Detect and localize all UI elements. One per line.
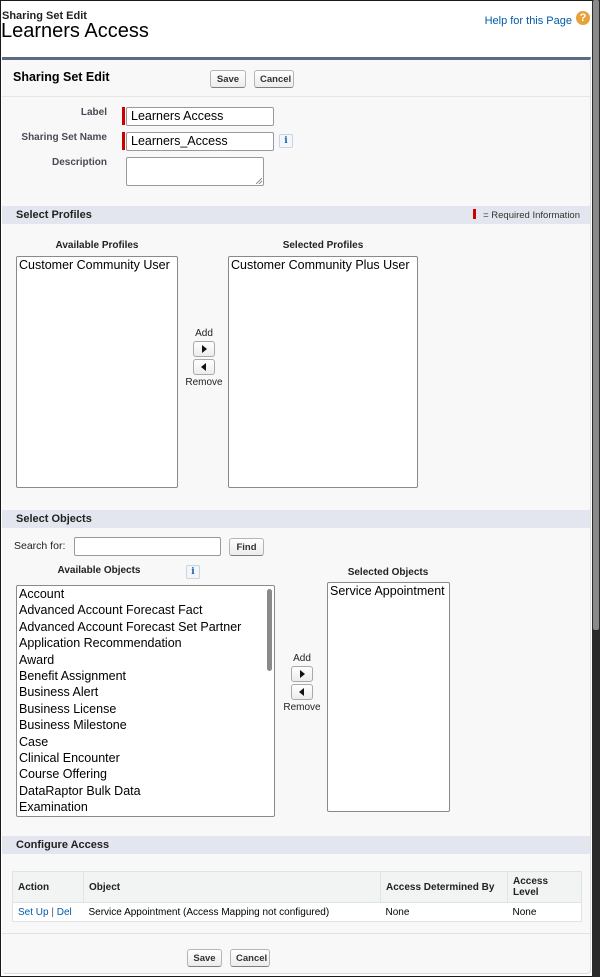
list-item[interactable]: Course Offering (19, 767, 108, 782)
list-item[interactable]: Case (19, 734, 49, 749)
available-objects-list[interactable] (16, 585, 275, 817)
selected-objects-header: Selected Objects (347, 567, 429, 578)
section-select-objects (2, 510, 590, 528)
arrow-left-icon (299, 688, 304, 696)
column-header-access-determined-by: Access Determined By (381, 872, 508, 903)
action-cell (13, 903, 84, 922)
section-title: Select Profiles (16, 209, 92, 221)
panel-header (2, 60, 590, 97)
question-circle-icon[interactable]: ? (576, 11, 590, 25)
cancel-button-top[interactable]: Cancel (254, 70, 294, 88)
list-item[interactable]: DataRaptor Bulk Data (19, 783, 141, 798)
add-label: Add (293, 653, 311, 664)
description-textarea[interactable] (126, 157, 264, 186)
available-profiles-header: Available Profiles (55, 240, 139, 251)
add-label: Add (195, 328, 213, 339)
object-search-input[interactable] (74, 537, 221, 556)
list-item[interactable]: Award (19, 652, 55, 667)
remove-label: Remove (283, 702, 321, 713)
resize-grip-icon[interactable] (256, 178, 262, 184)
section-title: Configure Access (16, 839, 110, 851)
page-scrollbar[interactable] (593, 0, 599, 630)
breadcrumb: Sharing Set Edit (2, 10, 87, 22)
required-marker (122, 107, 125, 125)
access-level-cell: None (508, 903, 582, 922)
arrow-left-icon (201, 363, 206, 371)
list-item[interactable]: Examination (19, 800, 88, 815)
info-icon[interactable]: i (186, 565, 200, 579)
sharing-set-name-label: Sharing Set Name (21, 132, 107, 143)
required-marker (473, 209, 476, 219)
list-item[interactable]: Advanced Account Forecast Set Partner (19, 619, 242, 634)
required-legend-text: = Required Information (483, 210, 580, 221)
info-icon[interactable]: i (279, 134, 293, 148)
remove-label: Remove (185, 377, 223, 388)
search-label: Search for: (14, 540, 66, 552)
list-item[interactable]: Business Milestone (19, 718, 127, 733)
list-item[interactable]: Benefit Assignment (19, 669, 127, 684)
edit-panel (2, 57, 591, 974)
required-legend (473, 209, 580, 221)
access-table (12, 871, 582, 922)
delete-link[interactable]: Del (56, 906, 72, 918)
list-item[interactable]: Business License (19, 701, 117, 716)
save-button-bottom[interactable]: Save (187, 949, 222, 967)
section-select-profiles (2, 206, 590, 224)
list-item[interactable]: Advanced Account Forecast Fact (19, 603, 203, 618)
available-objects-header: Available Objects (57, 565, 141, 576)
list-item[interactable]: Service Appointment (330, 584, 445, 598)
section-title: Select Objects (16, 513, 92, 525)
save-button-top[interactable]: Save (210, 70, 246, 88)
section-configure-access (2, 836, 590, 854)
table-row (13, 903, 582, 922)
required-marker (122, 132, 125, 150)
link-separator: | (51, 906, 54, 918)
window-edge (592, 0, 600, 977)
list-item[interactable]: Business Alert (19, 685, 99, 700)
list-item[interactable]: Customer Community User (19, 258, 170, 272)
list-item[interactable]: Account (19, 587, 65, 601)
objects-mover (282, 653, 322, 713)
page-title: Learners Access (1, 20, 149, 42)
column-header-action: Action (13, 872, 84, 903)
cancel-button-bottom[interactable]: Cancel (230, 949, 270, 967)
object-cell: Service Appointment (Access Mapping not configured) (84, 903, 381, 922)
add-object-button[interactable] (291, 666, 313, 682)
table-header-row (13, 872, 582, 903)
remove-profile-button[interactable] (193, 359, 215, 375)
setup-link[interactable]: Set Up (18, 906, 49, 918)
selected-profiles-list[interactable] (228, 256, 418, 488)
panel-title: Sharing Set Edit (13, 70, 110, 84)
find-button[interactable]: Find (229, 538, 264, 556)
list-item[interactable]: Customer Community Plus User (231, 258, 410, 272)
label-field-label: Label (80, 107, 107, 118)
arrow-right-icon (300, 670, 305, 678)
add-profile-button[interactable] (193, 341, 215, 357)
remove-object-button[interactable] (291, 684, 313, 700)
list-scrollbar[interactable] (267, 589, 272, 671)
arrow-right-icon (202, 345, 207, 353)
available-profiles-list[interactable] (16, 256, 178, 488)
selected-profiles-header: Selected Profiles (282, 240, 364, 251)
help-link[interactable]: Help for this Page (484, 15, 572, 27)
list-item[interactable]: Clinical Encounter (19, 751, 120, 766)
selected-objects-list[interactable] (327, 582, 450, 812)
list-item[interactable]: Application Recommendation (19, 636, 182, 651)
sharing-set-name-input[interactable]: Learners_Access (126, 132, 274, 151)
label-input[interactable]: Learners Access (126, 107, 274, 126)
description-label: Description (51, 157, 107, 168)
profiles-mover (184, 328, 224, 388)
column-header-access-level: Access Level (508, 872, 582, 903)
access-determined-by-cell: None (381, 903, 508, 922)
divider (2, 933, 590, 934)
column-header-object: Object (84, 872, 381, 903)
